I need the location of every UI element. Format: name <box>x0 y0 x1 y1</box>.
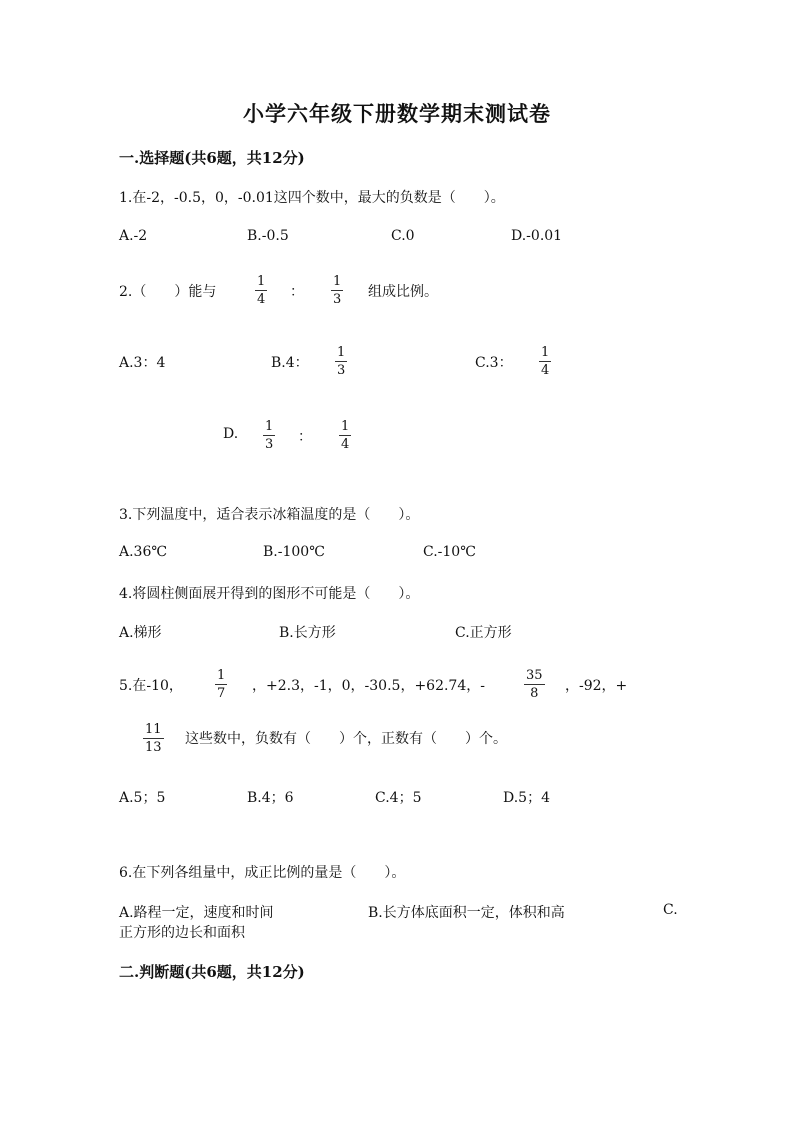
question-2-fraction-one-quarter <box>255 274 267 307</box>
question-5-part-4: 这些数中，负数有（ ）个，正数有（ ）个。 <box>185 731 507 747</box>
question-2-option-b-fraction <box>335 345 347 378</box>
question-2-option-d-colon: ： <box>298 429 312 445</box>
question-3-option-b[interactable]: B.-100℃ <box>263 544 325 560</box>
question-2-option-d-fraction-1 <box>263 419 275 452</box>
question-5-option-c[interactable]: C.4；5 <box>375 790 422 806</box>
question-2-option-c-fraction <box>539 345 551 378</box>
fraction-numerator: 1 <box>217 668 226 683</box>
question-4-option-a[interactable]: A.梯形 <box>119 625 162 641</box>
fraction-bar <box>524 684 545 685</box>
question-4-stem: 4.将圆柱侧面展开得到的图形不可能是（ ）。 <box>119 586 420 602</box>
fraction-denominator: 3 <box>337 363 346 378</box>
question-2-option-c[interactable]: C.3： <box>475 355 513 371</box>
fraction-bar <box>263 435 275 436</box>
fraction-numerator: 35 <box>526 668 543 683</box>
question-5-part-3: ，-92，+ <box>565 678 628 694</box>
fraction-bar <box>331 290 343 291</box>
question-2-stem-suffix: 组成比例。 <box>368 284 438 300</box>
fraction-denominator: 13 <box>145 740 162 755</box>
fraction-denominator: 3 <box>333 292 342 307</box>
fraction-denominator: 4 <box>257 292 266 307</box>
question-2-option-b[interactable]: B.4： <box>271 355 309 371</box>
question-3-option-a[interactable]: A.36℃ <box>119 544 168 560</box>
question-4-option-c[interactable]: C.正方形 <box>455 625 512 641</box>
question-5-option-a[interactable]: A.5；5 <box>119 790 166 806</box>
question-4-option-b[interactable]: B.长方形 <box>279 625 336 641</box>
question-5-option-b[interactable]: B.4；6 <box>247 790 294 806</box>
section-heading-choice: 一.选择题(共6题，共12分) <box>119 149 305 167</box>
question-1-stem: 1.在-2，-0.5，0，-0.01这四个数中，最大的负数是（ ）。 <box>119 190 505 206</box>
question-2-fraction-one-third <box>331 274 343 307</box>
question-6-option-c-text[interactable]: 正方形的边长和面积 <box>119 925 245 941</box>
question-2-colon: ： <box>290 284 304 300</box>
fraction-numerator: 1 <box>265 419 274 434</box>
question-5-option-d[interactable]: D.5；4 <box>503 790 550 806</box>
question-6-option-b[interactable]: B.长方体底面积一定，体积和高 <box>368 905 565 921</box>
fraction-denominator: 7 <box>217 686 226 701</box>
question-5-fraction-35-8 <box>524 668 545 701</box>
question-3-stem: 3.下列温度中，适合表示冰箱温度的是（ ）。 <box>119 507 420 523</box>
question-2-option-d[interactable]: D. <box>223 426 239 442</box>
question-3-option-c[interactable]: C.-10℃ <box>423 544 476 560</box>
question-1-option-a[interactable]: A.-2 <box>119 228 148 244</box>
fraction-numerator: 1 <box>341 419 350 434</box>
question-2-stem-prefix: 2.（ ）能与 <box>119 284 217 300</box>
question-5-fraction-11-13 <box>143 722 164 755</box>
fraction-bar <box>143 738 164 739</box>
question-6-option-c-label[interactable]: C. <box>663 902 678 918</box>
question-2-option-d-fraction-2 <box>339 419 351 452</box>
fraction-numerator: 1 <box>541 345 550 360</box>
fraction-denominator: 4 <box>341 437 350 452</box>
fraction-numerator: 11 <box>145 722 162 737</box>
fraction-bar <box>335 361 347 362</box>
fraction-numerator: 1 <box>257 274 266 289</box>
question-2-option-a[interactable]: A.3：4 <box>119 355 166 371</box>
section-heading-judgement: 二.判断题(共6题，共12分) <box>119 963 305 981</box>
question-6-option-a[interactable]: A.路程一定，速度和时间 <box>119 905 274 921</box>
question-5-part-2: ，+2.3，-1，0，-30.5，+62.74，- <box>252 678 485 694</box>
fraction-denominator: 3 <box>265 437 274 452</box>
fraction-denominator: 8 <box>530 686 539 701</box>
fraction-denominator: 4 <box>541 363 550 378</box>
question-1-option-c[interactable]: C.0 <box>391 228 415 244</box>
question-1-option-d[interactable]: D.-0.01 <box>511 228 563 244</box>
fraction-bar <box>255 290 267 291</box>
fraction-bar <box>215 684 227 685</box>
question-5-part-1: 5.在-10， <box>119 678 183 694</box>
fraction-numerator: 1 <box>333 274 342 289</box>
question-5-fraction-one-seventh <box>215 668 227 701</box>
fraction-bar <box>339 435 351 436</box>
question-1-option-b[interactable]: B.-0.5 <box>247 228 289 244</box>
fraction-numerator: 1 <box>337 345 346 360</box>
question-6-stem: 6.在下列各组量中，成正比例的量是（ ）。 <box>119 865 406 881</box>
fraction-bar <box>539 361 551 362</box>
page-title: 小学六年级下册数学期末测试卷 <box>243 101 551 126</box>
